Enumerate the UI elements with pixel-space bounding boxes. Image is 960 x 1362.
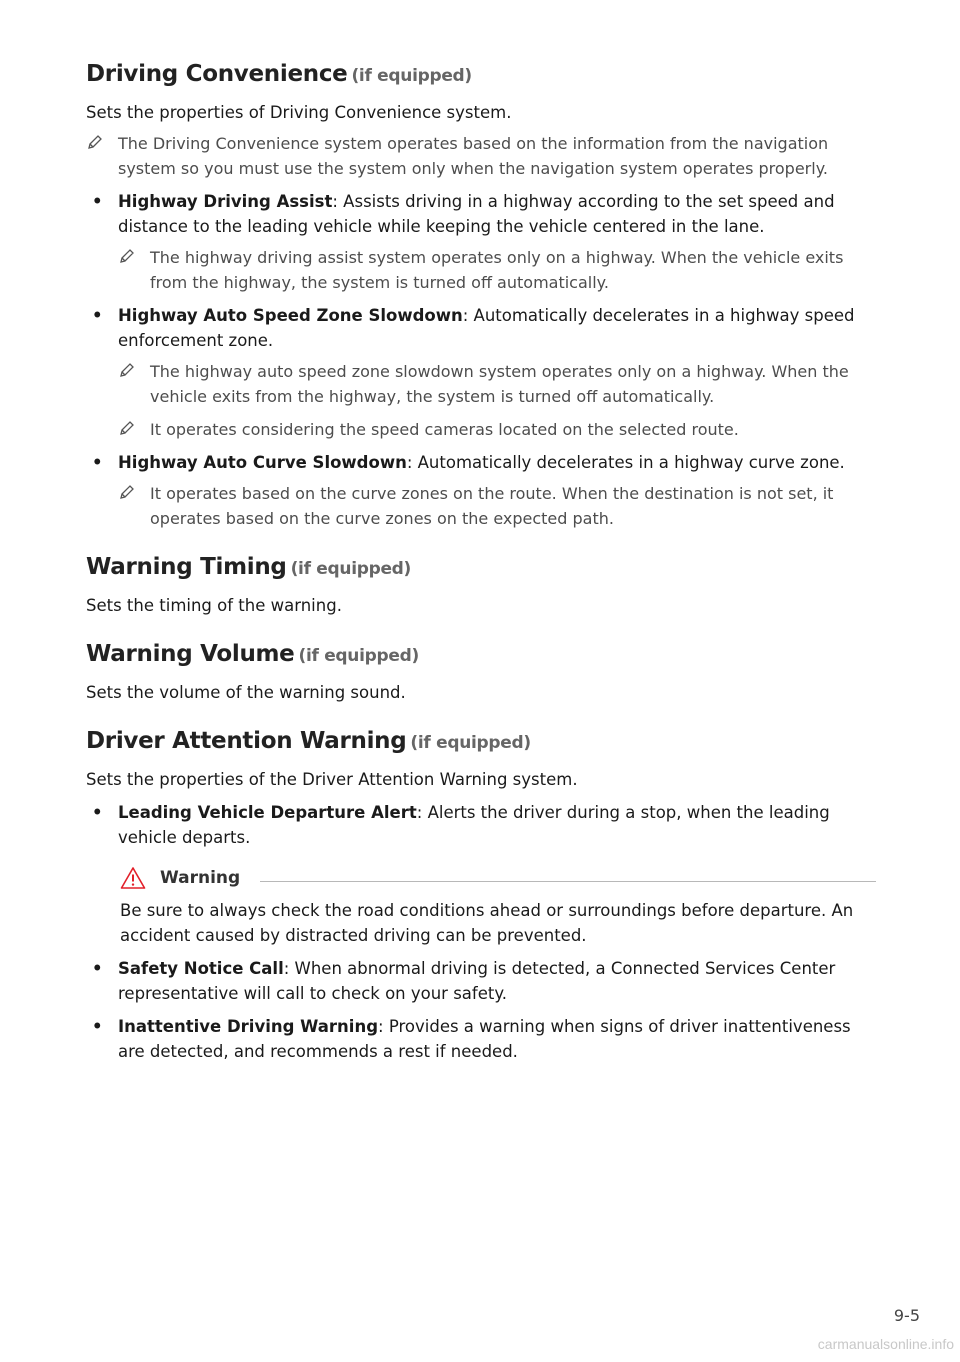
section-title-warning-volume: Warning Volume (if equipped)	[86, 641, 419, 667]
watermark: carmanualsonline.info	[817, 1336, 954, 1352]
section-title-driving-convenience: Driving Convenience (if equipped)	[86, 61, 472, 87]
list-item: • Highway Auto Speed Zone Slowdown: Automatically decelerates in a highway speed enforcement zone.	[86, 303, 876, 353]
section-title-warning-timing: Warning Timing (if equipped)	[86, 554, 412, 580]
note: It operates based on the curve zones on the route. When the destination is not set, it operates based on the curve zones on the expected path.	[118, 481, 876, 531]
pencil-icon	[118, 419, 136, 437]
warning-body: Be sure to always check the road conditions ahead or surroundings before departure. An accident caused by distracted driving can be prevented.	[120, 901, 854, 945]
note: The Driving Convenience system operates based on the information from the navigation system so you must use the system only when the navigation system operates properly.	[86, 131, 876, 181]
bullet-icon: •	[92, 306, 103, 325]
divider	[260, 881, 876, 882]
page-number: 9-5	[893, 1306, 920, 1325]
list-item: • Highway Auto Curve Slowdown: Automatically decelerates in a highway curve zone.	[86, 450, 876, 475]
pencil-icon	[118, 361, 136, 379]
bullet-icon: •	[92, 453, 103, 472]
section-description: Sets the volume of the warning sound.	[86, 683, 406, 702]
list-item: • Safety Notice Call: When abnormal driving is detected, a Connected Services Center representative will call to check on your safety.	[86, 956, 876, 1006]
bullet-icon: •	[92, 192, 103, 211]
item-label: Leading Vehicle Departure Alert	[118, 803, 417, 822]
list-item: • Inattentive Driving Warning: Provides a warning when signs of driver inattentiveness are detected, and recommends a rest if needed.	[86, 1014, 876, 1064]
item-label: Highway Auto Curve Slowdown	[118, 453, 407, 472]
bullet-icon: •	[92, 959, 103, 978]
note: The highway driving assist system operates only on a highway. When the vehicle exits from the highway, the system is turned off automatically.	[118, 245, 876, 295]
item-label: Highway Auto Speed Zone Slowdown	[118, 306, 463, 325]
bullet-icon: •	[92, 1017, 103, 1036]
note: It operates considering the speed cameras located on the selected route.	[118, 417, 876, 442]
bullet-icon: •	[92, 803, 103, 822]
item-label: Highway Driving Assist	[118, 192, 333, 211]
list-item: • Leading Vehicle Departure Alert: Alerts the driver during a stop, when the leading vehicle departs.	[86, 800, 876, 850]
if-equipped-label: (if equipped)	[410, 733, 531, 753]
page-content	[86, 58, 876, 1070]
if-equipped-label: (if equipped)	[290, 559, 412, 579]
section-title-driver-attention-warning: Driver Attention Warning (if equipped)	[86, 728, 531, 754]
if-equipped-label: (if equipped)	[351, 66, 472, 86]
warning-header	[118, 864, 876, 892]
item-label: Safety Notice Call	[118, 959, 284, 978]
item-label: Inattentive Driving Warning	[118, 1017, 379, 1036]
section-description: Sets the properties of Driving Convenience system.	[86, 103, 512, 122]
note: The highway auto speed zone slowdown system operates only on a highway. When the vehicle exits from the highway, the system is turned off automatically.	[118, 359, 876, 409]
warning-title: Warning	[160, 868, 241, 888]
section-description: Sets the properties of the Driver Attention Warning system.	[86, 770, 578, 789]
pencil-icon	[86, 133, 104, 151]
list-item: • Highway Driving Assist: Assists driving in a highway according to the set speed and distance to the leading vehicle while keeping the vehicle centered in the lane.	[86, 189, 876, 239]
if-equipped-label: (if equipped)	[298, 646, 419, 666]
section-description: Sets the timing of the warning.	[86, 596, 342, 615]
warning-triangle-icon	[120, 866, 146, 890]
pencil-icon	[118, 483, 136, 501]
pencil-icon	[118, 247, 136, 265]
